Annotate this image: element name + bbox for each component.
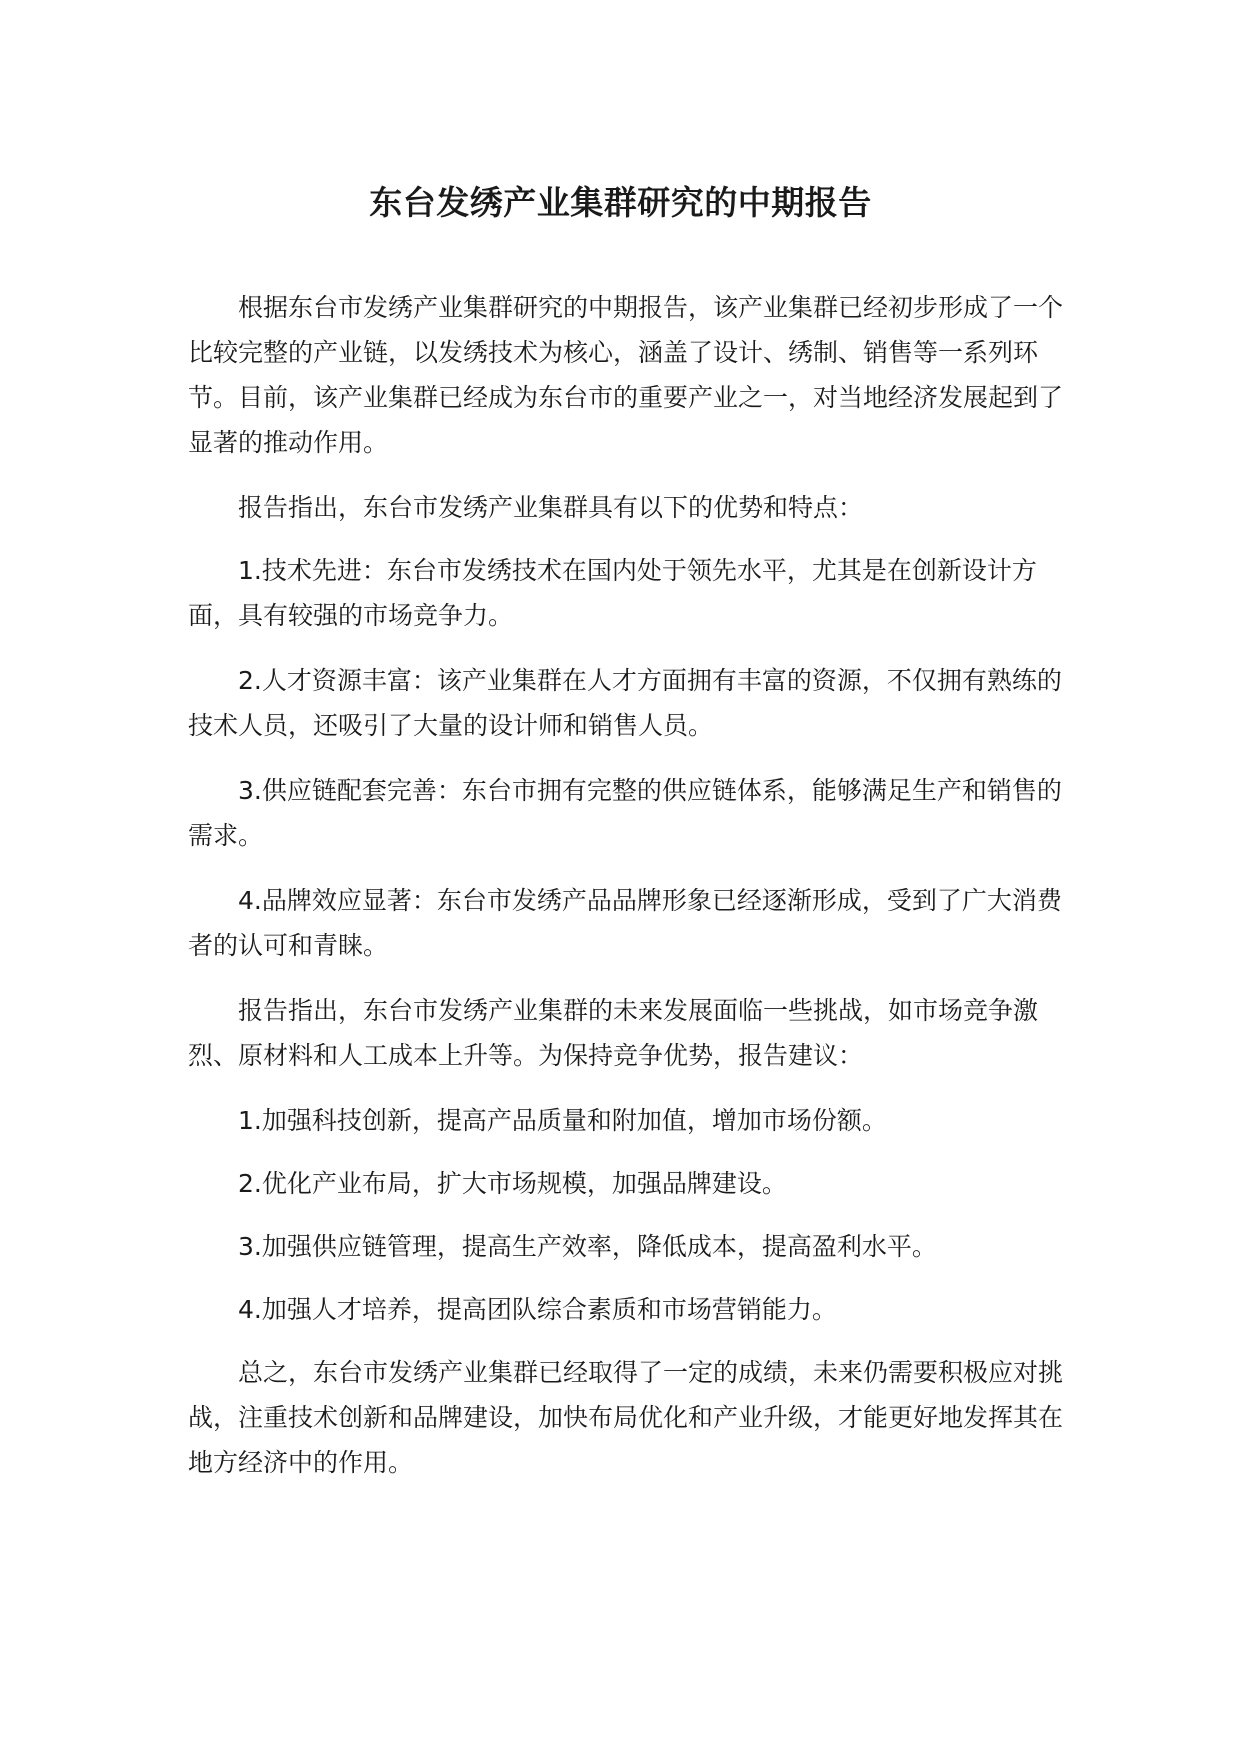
paragraph-suggestion-3: 3.加强供应链管理，提高生产效率，降低成本，提高盈利水平。 — [238, 1232, 937, 1261]
paragraph-advantage-3: 3.供应链配套完善：东台市拥有完整的供应链体系，能够满足生产和销售的需求。 — [188, 776, 1062, 850]
paragraph-intro: 根据东台市发绣产业集群研究的中期报告，该产业集群已经初步形成了一个比较完整的产业链，以发绣技术为核心，涵盖了设计、绣制、销售等一系列环节。目前，该产业集群已经成为东台市的重要产业之一，对当地经济发展起到了显著的推动作用。 — [188, 293, 1064, 457]
paragraph-advantage-1: 1.技术先进：东台市发绣技术在国内处于领先水平，尤其是在创新设计方面，具有较强的市场竞争力。 — [188, 556, 1037, 630]
document-body — [188, 285, 1078, 1505]
paragraph-suggestion-1: 1.加强科技创新，提高产品质量和附加值，增加市场份额。 — [238, 1106, 887, 1135]
paragraph-advantage-4: 4.品牌效应显著：东台市发绣产品品牌形象已经逐渐形成，受到了广大消费者的认可和青睐。 — [188, 886, 1062, 960]
document-title: 东台发绣产业集群研究的中期报告 — [369, 183, 872, 222]
paragraph-advantage-2: 2.人才资源丰富：该产业集群在人才方面拥有丰富的资源，不仅拥有熟练的技术人员，还吸引了大量的设计师和销售人员。 — [188, 666, 1062, 740]
paragraph-suggestion-2: 2.优化产业布局，扩大市场规模，加强品牌建设。 — [238, 1169, 787, 1198]
paragraph-challenges: 报告指出，东台市发绣产业集群的未来发展面临一些挑战，如市场竞争激烈、原材料和人工成本上升等。为保持竞争优势，报告建议： — [188, 996, 1039, 1070]
paragraph-advantages-heading: 报告指出，东台市发绣产业集群具有以下的优势和特点： — [238, 493, 864, 522]
paragraph-conclusion: 总之，东台市发绣产业集群已经取得了一定的成绩，未来仍需要积极应对挑战，注重技术创新和品牌建设，加快布局优化和产业升级，才能更好地发挥其在地方经济中的作用。 — [188, 1358, 1064, 1477]
paragraph-suggestion-4: 4.加强人才培养，提高团队综合素质和市场营销能力。 — [238, 1295, 837, 1324]
